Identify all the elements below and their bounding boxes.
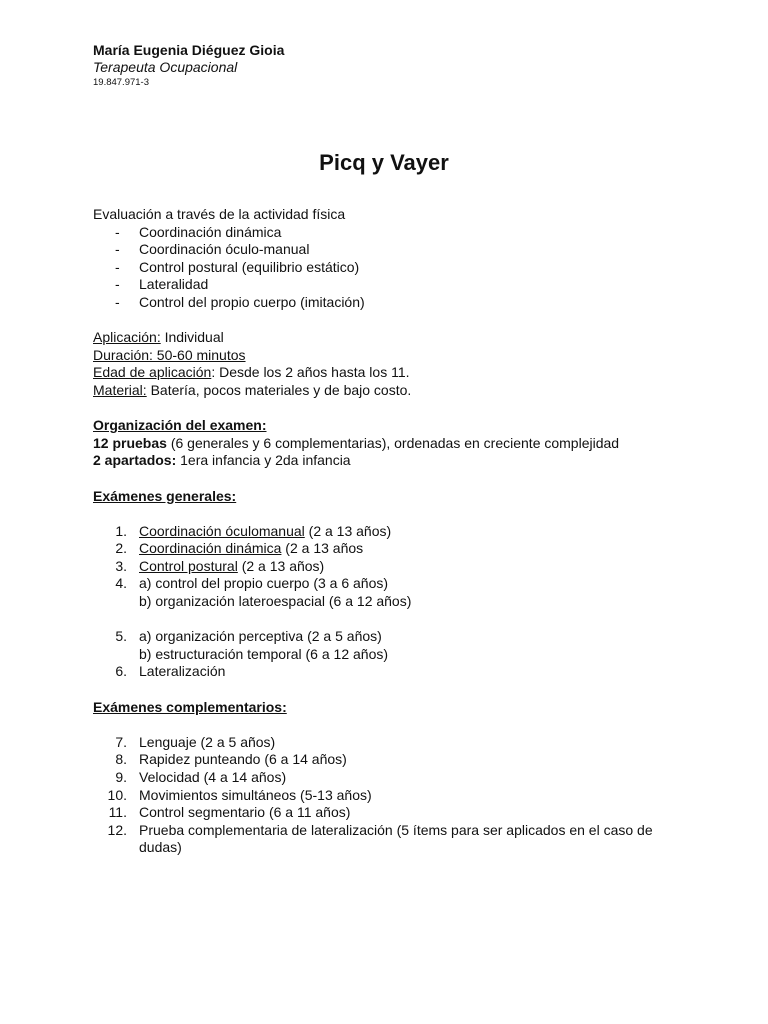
apartados-line: 2 apartados: 1era infancia y 2da infancia (93, 452, 351, 469)
list-item: 4. a) control del propio cuerpo (3 a 6 años) (115, 575, 389, 592)
intro-heading: Evaluación a través de la actividad física (93, 206, 346, 222)
list-item: 5. a) organización perceptiva (2 a 5 años) (115, 628, 382, 645)
list-item: 11. Control segmentario (6 a 11 años) (108, 804, 351, 821)
pruebas-line: 12 pruebas (6 generales y 6 complementarias), ordenadas en creciente complejidad (93, 434, 620, 451)
bullet-dash: - (115, 241, 120, 258)
organizacion-heading: Organización del examen: (93, 417, 267, 434)
edad-value: : Desde los 2 años hasta los 11. (211, 364, 410, 381)
edad-line (93, 364, 693, 382)
aplicacion-line (93, 329, 693, 347)
page-title: Picq y Vayer (319, 150, 449, 175)
material-line (93, 382, 693, 400)
list-item: - Lateralidad (115, 276, 209, 293)
bullet-dash: - (115, 223, 120, 240)
document-header (93, 42, 284, 90)
list-item: - Control postural (equilibrio estático) (115, 258, 360, 275)
list-item: 9. Velocidad (4 a 14 años) (115, 769, 287, 785)
list-item: 2. Coordinación dinámica (2 a 13 años (115, 540, 364, 557)
author-name: María Eugenia Diéguez Gioia (93, 42, 285, 58)
duracion-line: Duración: 50-60 minutos (93, 346, 246, 363)
author-role: Terapeuta Ocupacional (93, 59, 238, 75)
material-label: Material: (93, 381, 147, 398)
list-item-continuation: b) estructuración temporal (6 a 12 años) (139, 645, 389, 662)
document-body (93, 206, 693, 857)
material-value: Batería, pocos materiales y de bajo costo. (146, 381, 412, 398)
list-item: - Coordinación dinámica (115, 223, 282, 240)
bullet-dash: - (115, 293, 120, 310)
list-item: 12. Prueba complementaria de lateralización (5 ítems para ser aplicados en el caso de dudas) (107, 821, 653, 856)
list-item-continuation: b) organización lateroespacial (6 a 12 años) (139, 593, 412, 610)
list-item: 7. Lenguaje (2 a 5 años) (115, 733, 276, 750)
bullet-dash: - (115, 276, 120, 293)
aplicacion-value: Individual (160, 329, 224, 346)
bullet-dash: - (115, 258, 120, 275)
list-item: 8. Rapidez punteando (6 a 14 años) (115, 751, 347, 768)
complementarios-heading: Exámenes complementarios: (93, 698, 287, 715)
list-item: - Control del propio cuerpo (imitación) (115, 293, 365, 310)
list-item: 6. Lateralización (115, 663, 226, 680)
author-id-number: 19.847.971-3 (93, 77, 149, 88)
edad-label: Edad de aplicación (93, 364, 212, 381)
list-item: - Coordinación óculo-manual (115, 241, 310, 258)
aplicacion-label: Aplicación: (93, 329, 161, 346)
list-item: 3. Control postural (2 a 13 años) (115, 557, 325, 574)
list-item: 10. Movimientos simultáneos (5-13 años) (107, 786, 372, 803)
list-item: 1. Coordinación óculomanual (2 a 13 años) (115, 522, 392, 539)
generales-heading: Exámenes generales: (93, 487, 237, 504)
